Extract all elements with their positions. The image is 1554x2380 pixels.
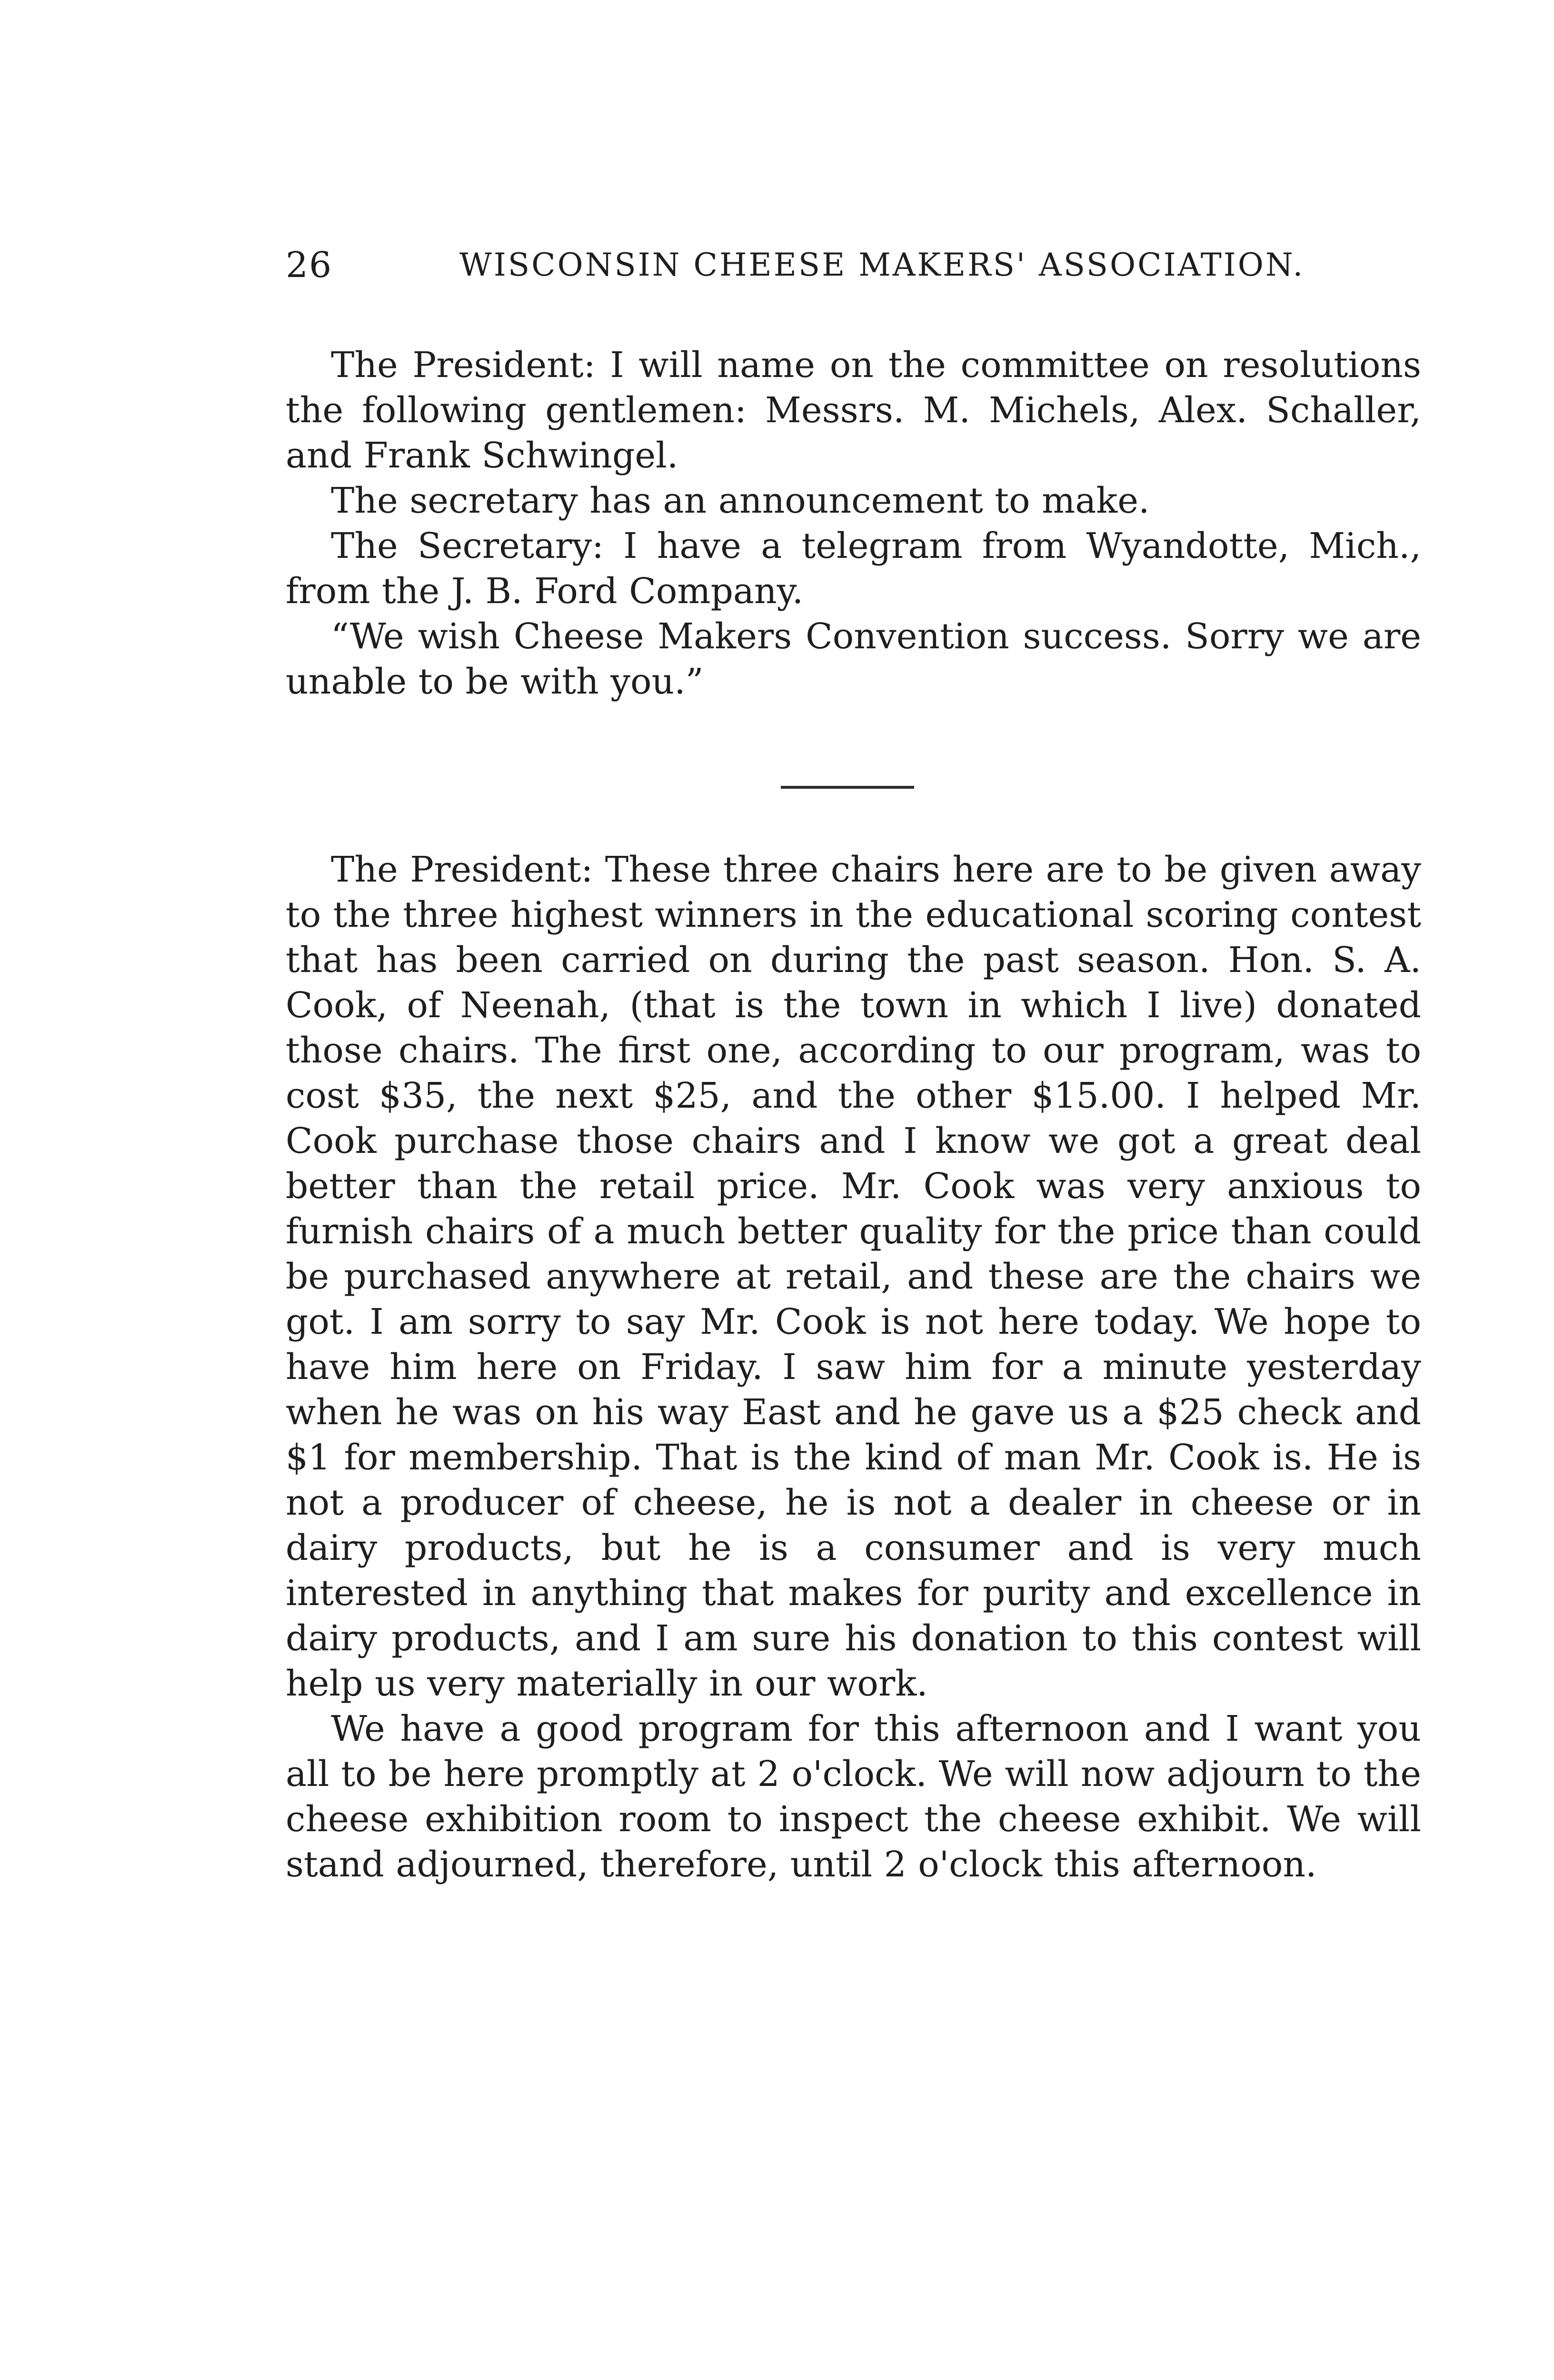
chairs-remarks-section <box>286 847 1421 1887</box>
running-head: WISCONSIN CHEESE MAKERS' ASSOCIATION. <box>459 247 1305 283</box>
paragraph: The secretary has an announcement to make. <box>331 480 1150 521</box>
paragraph: The President: I will name on the committee on resolutions the following gentlemen: Messrs. M. Michels, Alex. Schaller, and Frank Schwingel. <box>286 345 1421 476</box>
section-divider <box>781 786 914 789</box>
committee-announcement-section <box>286 343 1421 704</box>
paragraph: We have a good program for this afternoon and I want you all to be here promptly at 2 o'clock. We will now adjourn to the cheese exhibition room to inspect the cheese exhibit. We will stand adjourned, therefore, until 2 o'clock this afternoon. <box>286 1708 1421 1885</box>
paragraph: “We wish Cheese Makers Convention success. Sorry we are unable to be with you.” <box>286 616 1421 702</box>
paragraph: The Secretary: I have a telegram from Wyandotte, Mich., from the J. B. Ford Company. <box>286 526 1421 612</box>
page-number: 26 <box>286 245 333 286</box>
paragraph: The President: These three chairs here are to be given away to the three highest winners in the educational scoring contest that has been carried on during the past season. Hon. S. A. Cook, of Neenah, (that is the town in which I live) donated those chairs. The first one, according to our program, was to cost $35, the next $25, and the other $15.00. I helped Mr. Cook purchase those chairs and I know we got a great deal better than the retail price. Mr. Cook was very anxious to furnish chairs of a much better quality for the price than could be purchased anywhere at retail, and these are the chairs we got. I am sorry to say Mr. Cook is not here today. We hope to have him here on Friday. I saw him for a minute yesterday when he was on his way East and he gave us a $25 check and $1 for membership. That is the kind of man Mr. Cook is. He is not a producer of cheese, he is not a dealer in cheese or in dairy products, but he is a consumer and is very much interested in anything that makes for purity and excellence in dairy products, and I am sure his donation to this contest will help us very materially in our work. <box>286 849 1421 1704</box>
